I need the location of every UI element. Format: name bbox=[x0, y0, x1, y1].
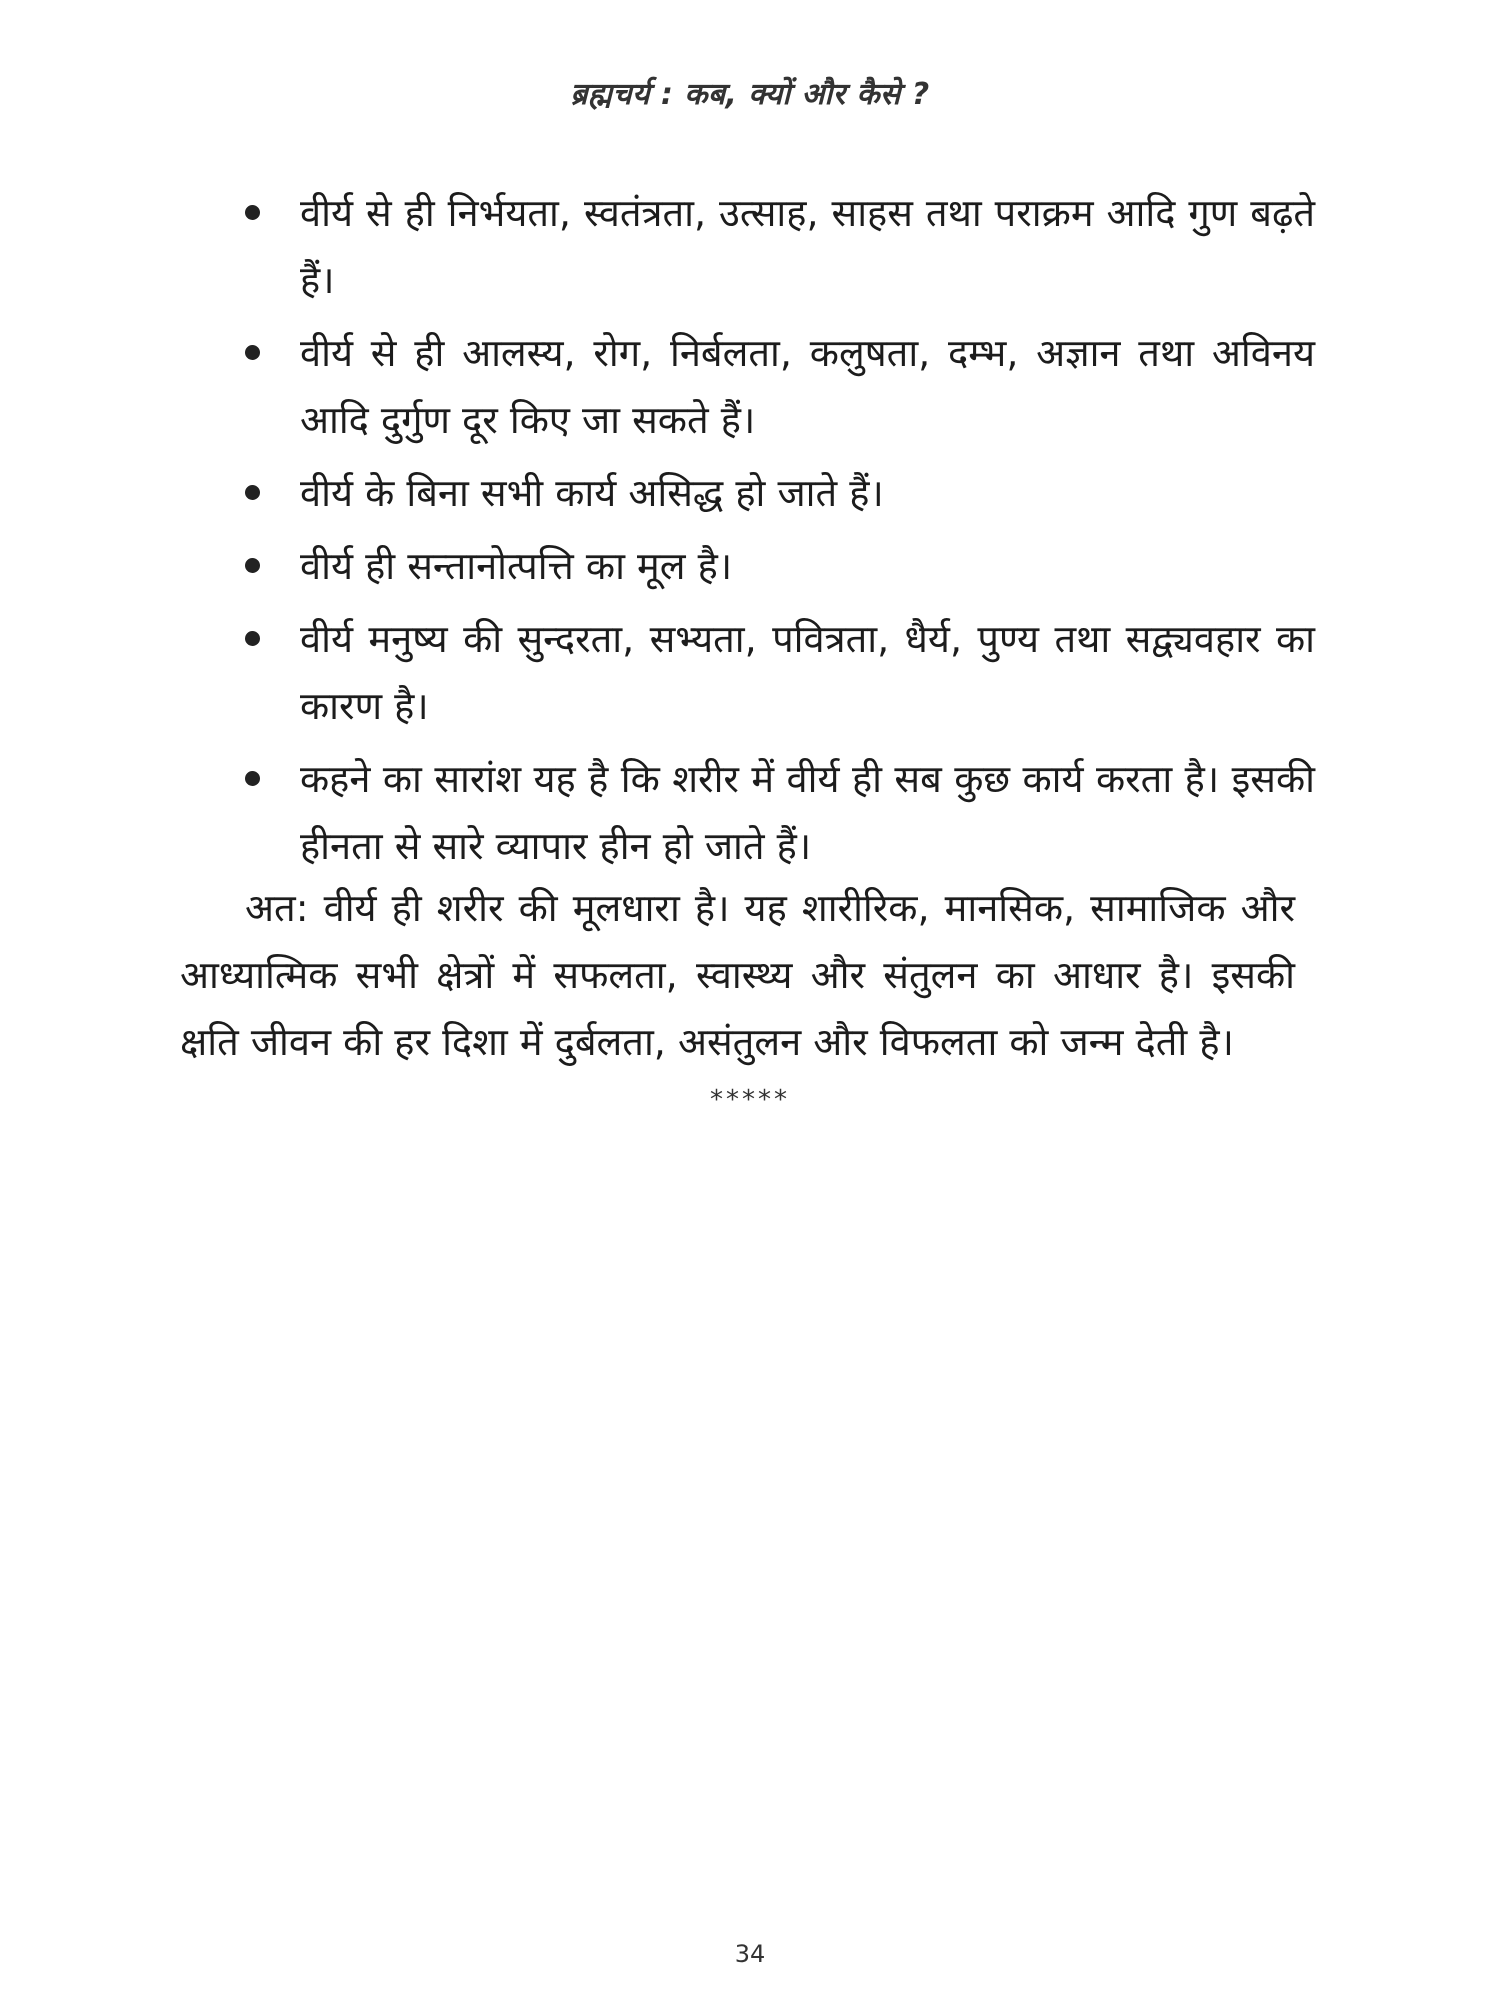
list-item bbox=[245, 533, 1315, 600]
list-item bbox=[245, 606, 1315, 740]
list-item-text: वीर्य ही सन्तानोत्पत्ति का मूल है। bbox=[300, 544, 733, 588]
bullet-icon bbox=[245, 558, 260, 573]
list-item-text: कहने का सारांश यह है कि शरीर में वीर्य ही सब कुछ कार्य करता है। इसकी हीनता से सारे व्यापार हीन हो जाते हैं। bbox=[300, 757, 1315, 868]
bullet-icon bbox=[245, 205, 260, 220]
list-item-text: वीर्य के बिना सभी कार्य असिद्ध हो जाते हैं। bbox=[300, 471, 884, 515]
summary-paragraph: अत: वीर्य ही शरीर की मूलधारा है। यह शारीरिक, मानसिक, सामाजिक और आध्यात्मिक सभी क्षेत्रों में सफलता, स्वास्थ्य और संतुलन का आधार है। इसकी क्षति जीवन की हर दिशा में दुर्बलता, असंतुलन और विफलता को जन्म देती है। bbox=[180, 886, 1295, 1064]
list-item-text: वीर्य से ही आलस्य, रोग, निर्बलता, कलुषता, दम्भ, अज्ञान तथा अविनय आदि दुर्गुण दूर किए जा सकते हैं। bbox=[300, 331, 1315, 442]
section-separator: ***** bbox=[710, 1085, 790, 1115]
running-header: ब्रह्मचर्य : कब, क्यों और कैसे ? bbox=[570, 77, 930, 112]
list-item bbox=[245, 746, 1315, 880]
list-item-text: वीर्य से ही निर्भयता, स्वतंत्रता, उत्साह, साहस तथा पराक्रम आदि गुण बढ़ते हैं। bbox=[300, 191, 1315, 302]
list-item bbox=[245, 460, 1315, 527]
list-item-text: वीर्य मनुष्य की सुन्दरता, सभ्यता, पवित्रता, धैर्य, पुण्य तथा सद्व्यवहार का कारण है। bbox=[300, 617, 1315, 728]
bullet-icon bbox=[245, 345, 260, 360]
list-item bbox=[245, 320, 1315, 454]
list-item bbox=[245, 180, 1315, 314]
bullet-icon bbox=[245, 771, 260, 786]
bullet-icon bbox=[245, 631, 260, 646]
bullet-list bbox=[245, 180, 1315, 886]
page-number: 34 bbox=[734, 1940, 766, 1968]
bullet-icon bbox=[245, 485, 260, 500]
